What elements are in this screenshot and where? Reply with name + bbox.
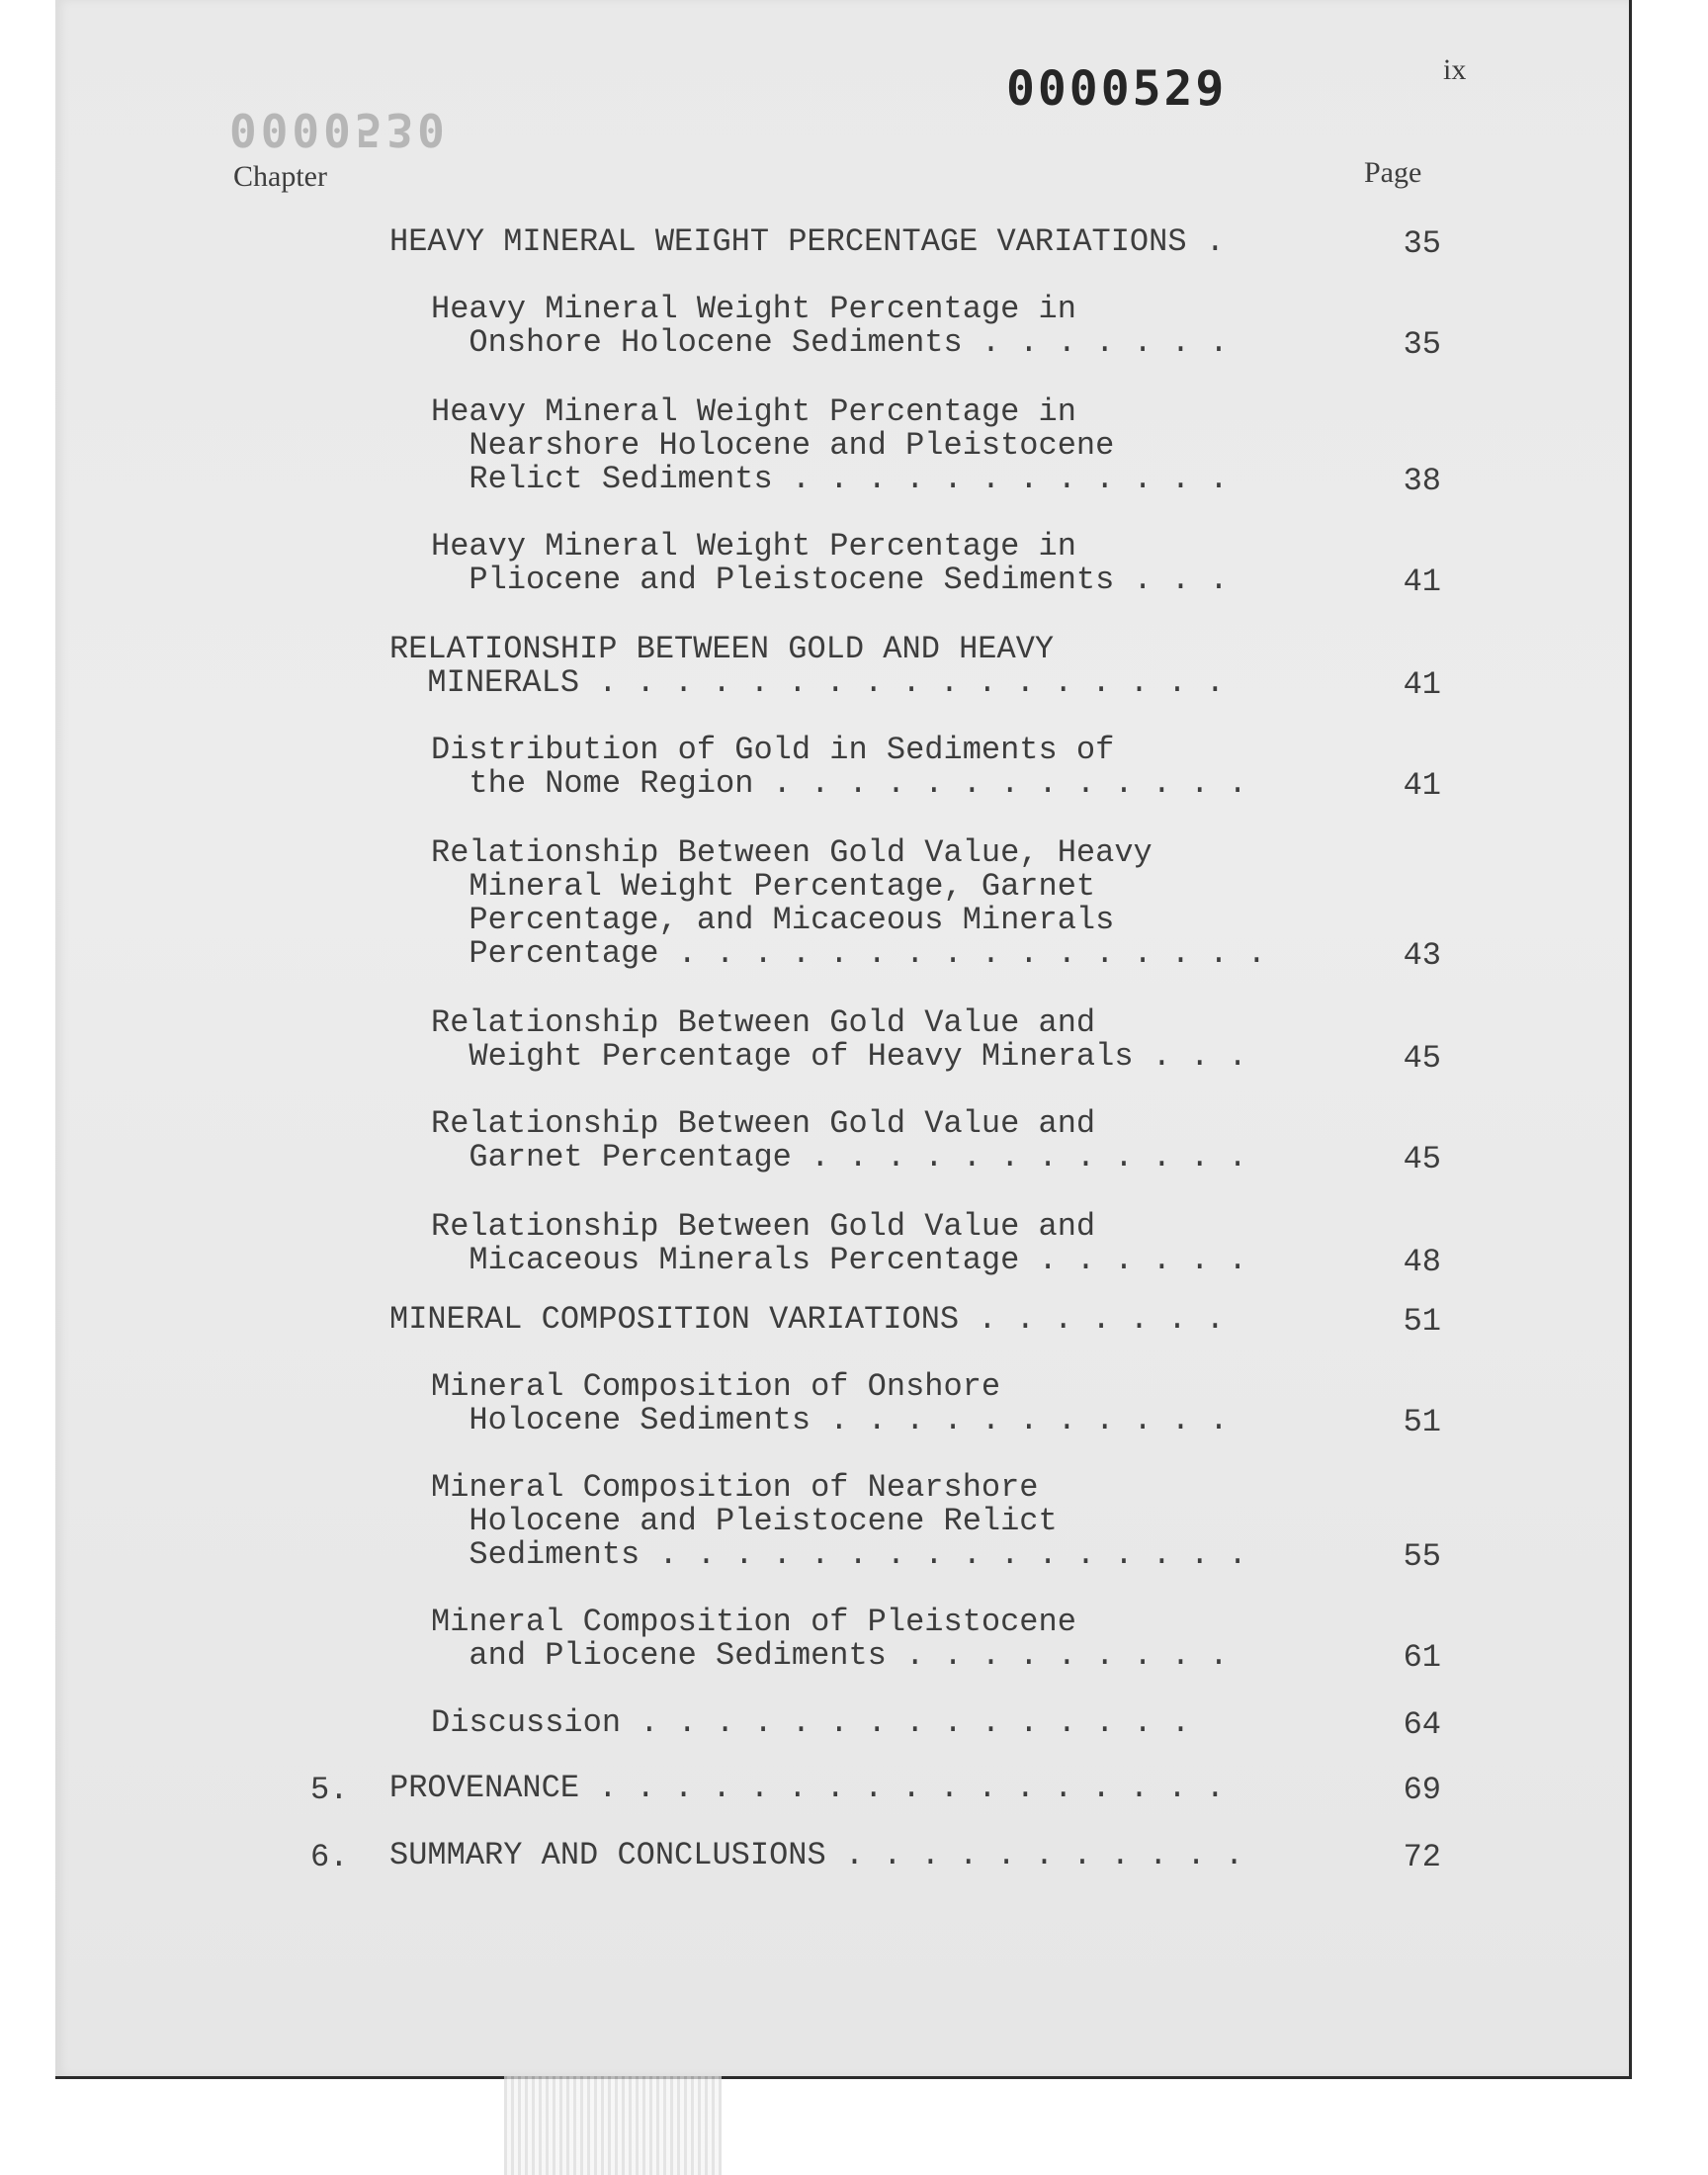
chapter-number: 5. xyxy=(310,1772,349,1808)
toc-entry-gold-value-weight: Relationship Between Gold Value and Weight Percentage of Heavy Minerals . . . xyxy=(431,1004,1247,1075)
toc-page-number: 35 xyxy=(1403,326,1441,363)
toc-page-number: 35 xyxy=(1403,225,1441,262)
toc-entry-provenance: PROVENANCE . . . . . . . . . . . . . . . . . xyxy=(389,1770,1225,1806)
toc-entry-mineral-composition: MINERAL COMPOSITION VARIATIONS . . . . . . . xyxy=(389,1301,1225,1338)
toc-entry-heavy-mineral-variations: HEAVY MINERAL WEIGHT PERCENTAGE VARIATIONS . xyxy=(389,223,1225,260)
chapter-number: 6. xyxy=(310,1839,349,1875)
toc-page-number: 69 xyxy=(1403,1772,1441,1808)
toc-page-number: 41 xyxy=(1403,767,1441,804)
toc-entry-discussion: Discussion . . . . . . . . . . . . . . . xyxy=(431,1704,1191,1741)
toc-entry-composition-nearshore: Mineral Composition of Nearshore Holocene and Pleistocene Relict Sediments . . . . . . . . . . . . . . . . xyxy=(431,1469,1247,1573)
toc-page-number: 72 xyxy=(1403,1839,1441,1875)
toc-page-number: 45 xyxy=(1403,1141,1441,1177)
toc-entry-composition-pleistocene: Mineral Composition of Pleistocene and Pliocene Sediments . . . . . . . . . xyxy=(431,1604,1229,1674)
roman-page-number: ix xyxy=(1443,53,1467,86)
toc-page-number: 48 xyxy=(1403,1244,1441,1280)
toc-page-number: 51 xyxy=(1403,1303,1441,1340)
toc-entry-gold-value-garnet: Relationship Between Gold Value and Garnet Percentage . . . . . . . . . . . . xyxy=(431,1105,1247,1175)
toc-page-number: 45 xyxy=(1403,1040,1441,1077)
toc-entry-gold-value-micaceous: Relationship Between Gold Value and Micaceous Minerals Percentage . . . . . . xyxy=(431,1208,1247,1278)
toc-page-number: 43 xyxy=(1403,937,1441,974)
toc-page-number: 61 xyxy=(1403,1639,1441,1676)
toc-entry-gold-distribution: Distribution of Gold in Sediments of the Nome Region . . . . . . . . . . . . . xyxy=(431,732,1247,802)
page-column-header: Page xyxy=(1364,156,1422,189)
toc-entry-pliocene-pleistocene: Heavy Mineral Weight Percentage in Pliocene and Pleistocene Sediments . . . xyxy=(431,528,1229,598)
chapter-column-header: Chapter xyxy=(233,160,327,193)
toc-page-number: 41 xyxy=(1403,666,1441,703)
toc-entry-composition-onshore: Mineral Composition of Onshore Holocene Sediments . . . . . . . . . . . xyxy=(431,1368,1229,1438)
toc-entry-onshore-holocene: Heavy Mineral Weight Percentage in Onshore Holocene Sediments . . . . . . . xyxy=(431,291,1229,361)
stamped-document-number: 0000529 xyxy=(1006,61,1228,117)
scan-artifact-strip xyxy=(504,2076,722,2175)
toc-entry-summary-conclusions: SUMMARY AND CONCLUSIONS . . . . . . . . . . . xyxy=(389,1837,1244,1873)
bleed-through-stamp: 0000530 xyxy=(229,103,449,156)
toc-page-number: 41 xyxy=(1403,564,1441,600)
toc-page-number: 51 xyxy=(1403,1404,1441,1440)
toc-entry-nearshore-relict: Heavy Mineral Weight Percentage in Nearshore Holocene and Pleistocene Relict Sediments . . . . . . . . . . . . xyxy=(431,393,1229,497)
toc-entry-gold-value-multi: Relationship Between Gold Value, Heavy Mineral Weight Percentage, Garnet Percentage, and Micaceous Minerals Percentage . . . . . . . . . . . . . . . . xyxy=(431,834,1266,972)
toc-entry-gold-heavy-minerals: RELATIONSHIP BETWEEN GOLD AND HEAVY MINERALS . . . . . . . . . . . . . . . . . xyxy=(389,631,1225,701)
toc-page-number: 64 xyxy=(1403,1706,1441,1743)
toc-page-number: 38 xyxy=(1403,463,1441,499)
toc-page-number: 55 xyxy=(1403,1538,1441,1575)
